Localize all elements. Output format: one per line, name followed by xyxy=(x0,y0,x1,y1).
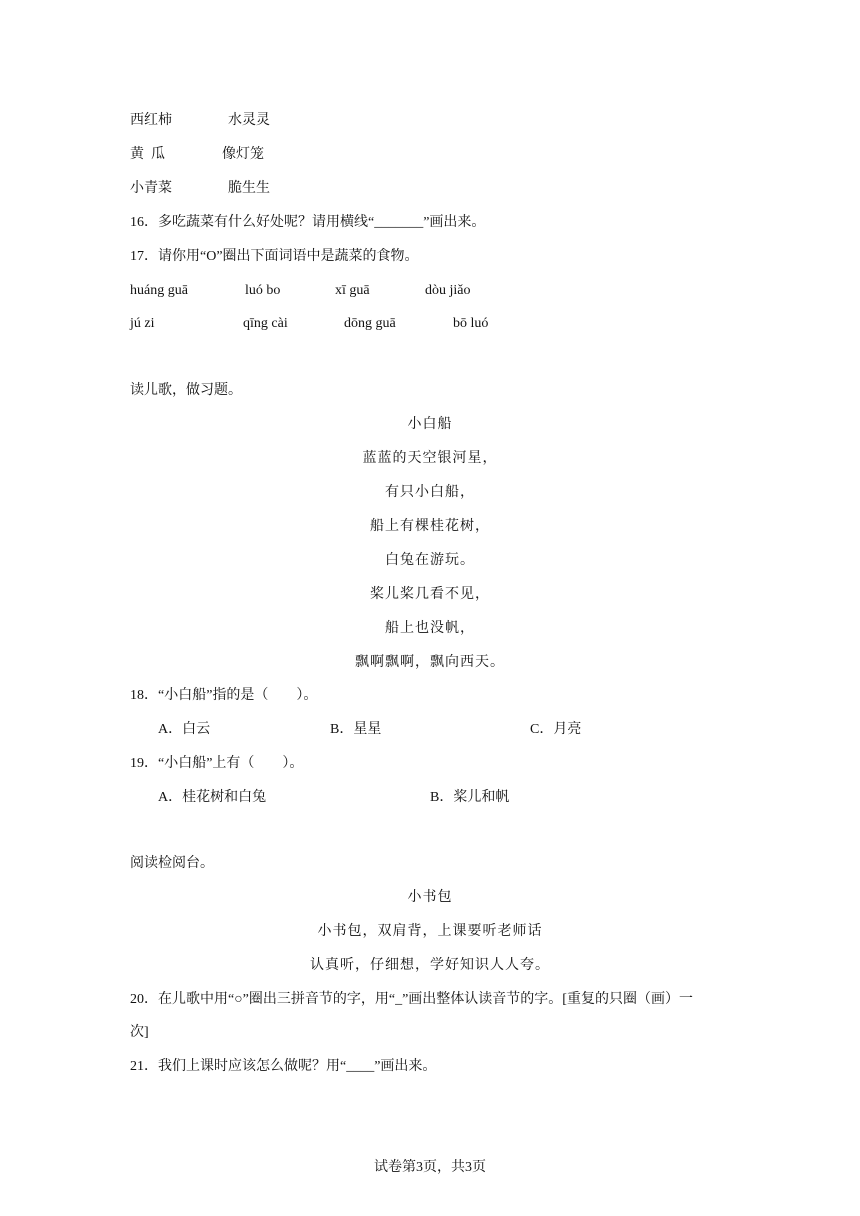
pinyin-word: luó bo xyxy=(245,283,281,298)
pinyin-word: dòu jiǎo xyxy=(425,283,471,298)
section-heading-poem: 读儿歌，做习题。 xyxy=(130,383,242,398)
pair-right-2: 像灯笼 xyxy=(222,147,264,162)
question-17: 17．请你用“O”圈出下面词语中是蔬菜的食物。 xyxy=(130,249,419,264)
pinyin-word: dōng guā xyxy=(344,316,396,331)
pair-right-3: 脆生生 xyxy=(228,181,270,196)
question-20-continued: 次] xyxy=(130,1025,149,1040)
poem-line: 桨儿桨几看不见， xyxy=(370,587,490,602)
poem-line: 蓝蓝的天空银河星， xyxy=(362,451,498,466)
section-heading-reading: 阅读检阅台。 xyxy=(130,856,214,871)
pinyin-word: bō luó xyxy=(453,316,489,331)
poem-line: 认真听，仔细想，学好知识人人夸。 xyxy=(310,958,550,973)
page-footer: 试卷第3页，共3页 xyxy=(374,1160,486,1175)
option-b: B．桨儿和帆 xyxy=(430,790,510,805)
option-a: A．桂花树和白兔 xyxy=(158,790,267,805)
question-19: 19．“小白船”上有（ ）。 xyxy=(130,756,304,771)
poem-line: 小书包，双肩背，上课要听老师话 xyxy=(317,924,543,939)
option-c: C．月亮 xyxy=(530,722,582,737)
option-b: B．星星 xyxy=(330,722,382,737)
pinyin-word: huáng guā xyxy=(130,283,188,298)
pair-left-1: 西红柿 xyxy=(130,113,172,128)
pinyin-word: jú zi xyxy=(130,316,155,331)
poem-line: 船上也没帆， xyxy=(385,621,475,636)
option-a: A．白云 xyxy=(158,722,211,737)
pinyin-word: qīng cài xyxy=(243,316,288,331)
question-21: 21．我们上课时应该怎么做呢？用“____”画出来。 xyxy=(130,1059,437,1074)
poem-line: 白兔在游玩。 xyxy=(385,553,475,568)
poem-title: 小白船 xyxy=(407,417,453,432)
question-16: 16．多吃蔬菜有什么好处呢？请用横线“_______”画出来。 xyxy=(130,215,486,230)
pair-left-3: 小青菜 xyxy=(130,181,172,196)
pair-right-1: 水灵灵 xyxy=(228,113,270,128)
question-18: 18．“小白船”指的是（ ）。 xyxy=(130,688,318,703)
question-20: 20．在儿歌中用“○”圈出三拼音节的字，用“_”画出整体认读音节的字。[重复的只圈（画）一 xyxy=(130,992,693,1007)
poem-line: 船上有棵桂花树， xyxy=(370,519,490,534)
pinyin-word: xī guā xyxy=(335,283,370,298)
poem-title: 小书包 xyxy=(407,890,453,905)
pair-left-2: 黄 瓜 xyxy=(130,147,165,162)
poem-line: 飘啊飘啊，飘向西天。 xyxy=(355,655,505,670)
poem-line: 有只小白船， xyxy=(385,485,475,500)
